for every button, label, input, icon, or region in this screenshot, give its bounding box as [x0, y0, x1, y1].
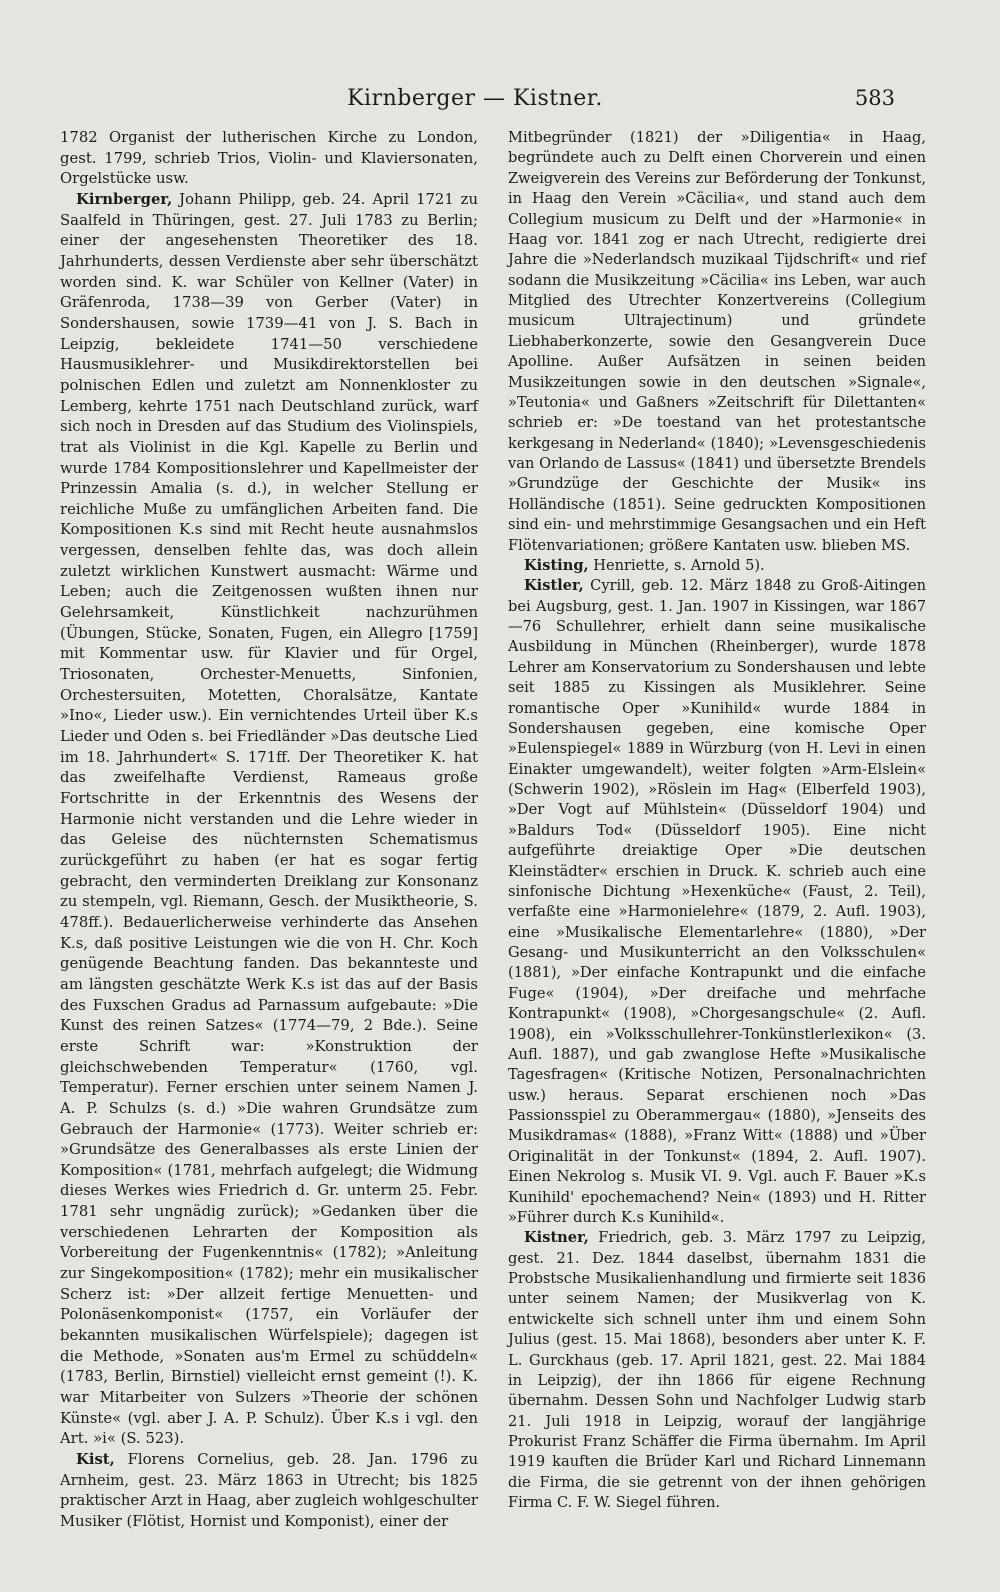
entry-text: Mitbegründer (1821) der »Diligentia« in Haag, begründete auch zu Delft einen Chorverein und einen Zweigverein des Vereins zur Beförderung der Tonkunst, in Haag den Verein »Cäcilia«, und stand auch dem Collegium musicum zu Delft und der »Harmonie« in Haag vor. 1841 zog er nach Utrecht, redigierte drei Jahre die »Nederlandsch muzikaal Tijdschrift« und rief sodann die Musikzeitung »Cäcilia« ins Leben, war auch Mitglied des Utrechter Konzertvereins (Collegium musicum Ultrajectinum) und gründete Liebhaberkonzerte, sowie den Gesangverein Duce Apolline. Außer Aufsätzen in seinen beiden Musikzeitungen sowie in den deutschen »Signale«, »Teutonia« und Gaßners »Zeitschrift für Dilettanten« schrieb er: »De toestand van het protestantsche kerkgesang in Nederland« (1840); »Levensgeschiedenis van Orlando de Lassus« (1841) und übersetzte Brendels »Grundzüge der Geschichte der Musik« ins Holländische (1851). Seine gedruckten Kompositionen sind ein- und mehrstimmige Gesangsachen und ein Heft Flötenvariationen; größere Kantaten usw. blieben MS. [508, 129, 926, 554]
entry-kistler [508, 576, 926, 1228]
entry-text: Cyrill, geb. 12. März 1848 zu Groß-Aitingen bei Augsburg, gest. 1. Jan. 1907 in Kissingen, war 1867—76 Schullehrer, erhielt dann seine musikalische Ausbildung in München (Rheinberger), wurde 1878 Lehrer am Konservatorium zu Sondershausen und lebte seit 1885 zu Kissingen als Musiklehrer. Seine romantische Oper »Kunihild« wurde 1884 in Sondershausen gegeben, eine komische Oper »Eulenspiegel« 1889 in Würzburg (von H. Levi in einen Einakter umgewandelt), weiter folgten »Arm-Elslein« (Schwerin 1902), »Röslein im Hag« (Elberfeld 1903), »Der Vogt auf Mühlstein« (Düsseldorf 1904) und »Baldurs Tod« (Düsseldorf 1905). Eine nicht aufgeführte dreiaktige Oper »Die deutschen Kleinstädter« erschien in Druck. K. schrieb auch eine sinfonische Dichtung »Hexenküche« (Faust, 2. Teil), verfaßte eine »Harmonielehre« (1879, 2. Aufl. 1903), eine »Musikalische Elementarlehre« (1880), »Der Gesang- und Musikunterricht an den Volksschulen« (1881), »Der einfache Kontrapunkt und die einfache Fuge« (1904), »Der dreifache und mehrfache Kontrapunkt« (1908), »Chorgesangschule« (2. Aufl. 1908), ein »Volksschullehrer-Tonkünstlerlexikon« (3. Aufl. 1887), und gab zwanglose Hefte »Musikalische Tagesfragen« (Kritische Notizen, Personalnachrichten usw.) heraus. Separat erschienen noch »Das Passionsspiel zu Oberammergau« (1880), »Jenseits des Musikdramas« (1888), »Franz Witt« (1888) und »Über Originalität in der Tonkunst« (1894, 2. Aufl. 1907). Einen Nekrolog s. Musik VI. 9. Vgl. auch F. Bauer »K.s Kunihild' epochemachend? Nein« (1893) und H. Ritter »Führer durch K.s Kunihild«. [508, 577, 926, 1226]
entry-kirnberger [60, 190, 478, 1450]
left-column [60, 128, 478, 1533]
entry-text: Henriette, s. Arnold 5). [588, 556, 765, 574]
running-title: Kirnberger — Kistner. [347, 86, 603, 111]
entry-kisting [508, 556, 926, 576]
entry-headword: Kistner, [524, 1229, 589, 1247]
entry-continuation [508, 128, 926, 556]
entry-headword: Kisting, [524, 556, 589, 574]
entry-headword: Kistler, [524, 577, 584, 595]
entry-headword: Kirnberger, [76, 190, 173, 208]
page-header [55, 86, 895, 118]
page-number: 583 [854, 86, 895, 110]
entry-kist [60, 1450, 478, 1533]
entry-headword: Kist, [76, 1451, 115, 1468]
entry-text: Florens Cornelius, geb. 28. Jan. 1796 zu Arnheim, gest. 23. März 1863 in Utrecht; bis 1825 praktischer Arzt in Haag, aber zugleich wohlgeschulter Musiker (Flötist, Hornist und Komponist), einer der [60, 1451, 478, 1530]
entry-continuation [60, 128, 478, 190]
right-column [508, 128, 926, 1514]
entry-kistner [508, 1228, 926, 1513]
entry-text: 1782 Organist der lutherischen Kirche zu London, gest. 1799, schrieb Trios, Violin- und Klaviersonaten, Orgelstücke usw. [60, 129, 478, 188]
entry-text: Friedrich, geb. 3. März 1797 zu Leipzig, gest. 21. Dez. 1844 daselbst, übernahm 1831 die Probstsche Musikalienhandlung und firmierte seit 1836 unter seinem Namen; der Musikverlag von K. entwickelte sich schnell unter ihm und einem Sohn Julius (gest. 15. Mai 1868), besonders aber unter K. F. L. Gurckhaus (geb. 17. April 1821, gest. 22. Mai 1884 in Leipzig), der ihn 1866 für eigene Rechnung übernahm. Dessen Sohn und Nachfolger Ludwig starb 21. Juli 1918 in Leipzig, worauf der langjährige Prokurist Franz Schäffer die Firma übernahm. Im April 1919 kauften die Brüder Karl und Richard Linnemann die Firma, die sie getrennt von der ihnen gehörigen Firma C. F. W. Siegel führen. [508, 1229, 926, 1512]
entry-text: Johann Philipp, geb. 24. April 1721 zu Saalfeld in Thüringen, gest. 27. Juli 1783 zu Berlin; einer der angesehensten Theoretiker des 18. Jahrhunderts, dessen Verdienste aber sehr überschätzt worden sind. K. war Schüler von Kellner (Vater) in Gräfenroda, 1738—39 von Gerber (Vater) in Sondershausen, sowie 1739—41 von J. S. Bach in Leipzig, bekleidete 1741—50 verschiedene Hausmusiklehrer- und Musikdirektorstellen bei polnischen Edlen und zuletzt am Nonnenkloster zu Lemberg, kehrte 1751 nach Deutschland zurück, warf sich noch in Dresden auf das Studium des Violinspiels, trat als Violinist in die Kgl. Kapelle zu Berlin und wurde 1784 Kompositionslehrer und Kapellmeister der Prinzessin Amalia (s. d.), in welcher Stellung er reichliche Muße zu umfänglichen Arbeiten fand. Die Kompositionen K.s sind mit Recht heute ausnahmslos vergessen, denselben fehlte das, was doch allein zuletzt wirklichen Kunstwert ausmacht: Wärme und Leben; auch die Zeitgenossen wußten ihnen nur Gelehrsamkeit, Künstlichkeit nachzurühmen (Übungen, Stücke, Sonaten, Fugen, ein Allegro [1759] mit Kommentar usw. für Klavier und für Orgel, Triosonaten, Orchester-Menuetts, Sinfonien, Orchestersuiten, Motetten, Choralsätze, Kantate »Ino«, Lieder usw.). Ein vernichtendes Urteil über K.s Lieder und Oden s. bei Friedländer »Das deutsche Lied im 18. Jahrhundert« S. 171ff. Der Theoretiker K. hat das zweifelhafte Verdienst, Rameaus große Fortschritte in der Erkenntnis des Wesens der Harmonie nicht verstanden und die Lehre wieder in das Geleise des nüchternsten Schematismus zurückgeführt zu haben (er hat es sogar fertig gebracht, den verminderten Dreiklang zur Konsonanz zu stempeln, vgl. Riemann, Gesch. der Musiktheorie, S. 478ff.). Bedauerlicherweise verhinderte das Ansehen K.s, daß positive Leistungen wie die von H. Chr. Koch genügende Beachtung fanden. Das bekannteste und am längsten geschätzte Werk K.s ist das auf der Basis des Fuxschen Gradus ad Parnassum aufgebaute: »Die Kunst des reinen Satzes« (1774—79, 2 Bde.). Seine erste Schrift war: »Konstruktion der gleichschwebenden Temperatur« (1760, vgl. Temperatur). Ferner erschien unter seinem Namen J. A. P. Schulzs (s. d.) »Die wahren Grundsätze zum Gebrauch der Harmonie« (1773). Weiter schrieb er: »Grundsätze des Generalbasses als erste Linien der Komposition« (1781, mehrfach aufgelegt; die Widmung dieses Werkes wies Friedrich d. Gr. unterm 25. Febr. 1781 sehr ungnädig zurück); »Gedanken über die verschiedenen Lehrarten der Komposition als Vorbereitung der Fugenkenntnis« (1782); »Anleitung zur Singekomposition« (1782); mehr ein musikalischer Scherz ist: »Der allzeit fertige Menuetten- und Polonäsenkomponist« (1757, ein Vorläufer der bekannten musikalischen Würfelspiele); dagegen ist die Methode, »Sonaten aus'm Ermel zu schüddeln« (1783, Berlin, Birnstiel) vielleicht ernst gemeint (!). K. war Mitarbeiter von Sulzers »Theorie der schönen Künste« (vgl. aber J. A. P. Schulz). Über K.s i vgl. den Art. »i« (S. 523). [60, 190, 478, 1448]
